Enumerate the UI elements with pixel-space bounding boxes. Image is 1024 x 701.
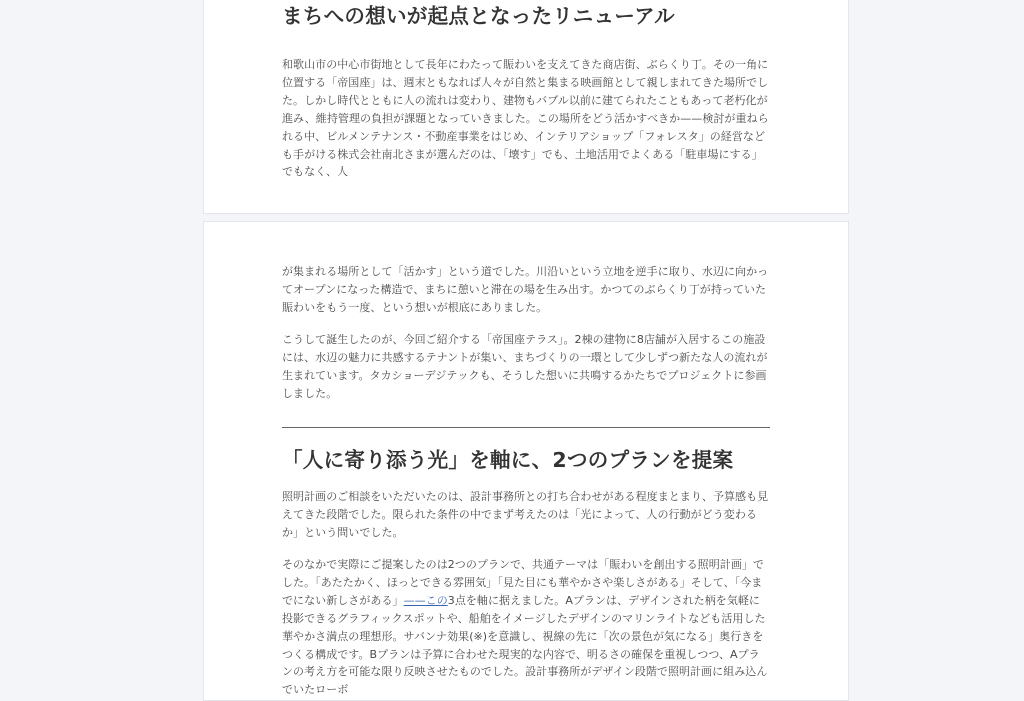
section-divider bbox=[282, 427, 770, 428]
inline-link[interactable]: ——この bbox=[403, 593, 448, 607]
terrace-paragraph: こうして誕生したのが、今回ご紹介する「帝国座テラス」。2棟の建物に8店舗が入居するこの施設には、水辺の魅力に共感するテナントが集い、まちづくりの一環として少しずつ新たな人の流れが生まれています。タカショーデジテックも、そうした想いに共鳴するかたちでプロジェクトに参画しました。 bbox=[282, 333, 768, 400]
section-heading-plans: 「人に寄り添う光」を軸に、2つのプランを提案 bbox=[282, 448, 734, 472]
section-heading-renewal: まちへの想いが起点となったリニューアル bbox=[282, 4, 675, 28]
continued-paragraph: が集まれる場所として「活かす」という道でした。川沿いという立地を逆手に取り、水辺に向かってオープンになった構造で、まちに憩いと滞在の場を生み出す。かつてのぶらくり丁が持っていた賑わいをもう一度、という想いが根底にありました。 bbox=[282, 265, 769, 314]
article-card-bottom bbox=[203, 221, 849, 701]
article-card-top bbox=[203, 0, 849, 214]
plans-text-before-link: そのなかで実際にご提案したのは2つのプランで、共通テーマは「賑わいを創出する照明計画」でした。「あたたかく、ほっとできる雰囲気」「見た目にも華やかさや楽しさがある」そして、「今までにない新しさがある」 bbox=[282, 558, 764, 607]
intro-paragraph: 和歌山市の中心市街地として長年にわたって賑わいを支えてきた商店街、ぶらくり丁。その一角に位置する「帝国座」は、週末ともなれば人々が自然と集まる映画館として親しまれてきた場所でした。しかし時代とともに人の流れは変わり、建物もバブル以前に建てられたこともあって老朽化が進み、維持管理の負担が課題となっていきました。この場所をどう活かすべきか——検討が重ねられる中、ビルメンテナンス・不動産事業をはじめ、インテリアショップ「フォレスタ」の経営なども手がける株式会社南北さまが選んだのは、「壊す」でも、土地活用でよくある「駐車場にする」でもなく、人 bbox=[282, 58, 769, 179]
consultation-paragraph: 照明計画のご相談をいただいたのは、設計事務所との打ち合わせがある程度まとまり、予算感も見えてきた段階でした。限られた条件の中でまず考えたのは「光によって、人の行動がどう変わるか」という問いでした。 bbox=[282, 490, 769, 539]
plans-text-after-link: 3点を軸に据えました。Aプランは、デザインされた柄を気軽に投影できるグラフィックスポットや、船舶をイメージしたデザインのマリンライトなども活用した華やかさ満点の理想形。サバンナ効果(※)を意識し、視線の先に「次の景色が気になる」奥行きをつくる構成です。Bプランは予算に合わせた現実的な内容で、明るさの確保を重視しつつ、Aプランの考え方を可能な限り反映させたものでした。設計事務所がデザイン段階で照明計画に組み込んでいたローボ bbox=[282, 593, 768, 697]
plans-paragraph bbox=[282, 556, 770, 699]
